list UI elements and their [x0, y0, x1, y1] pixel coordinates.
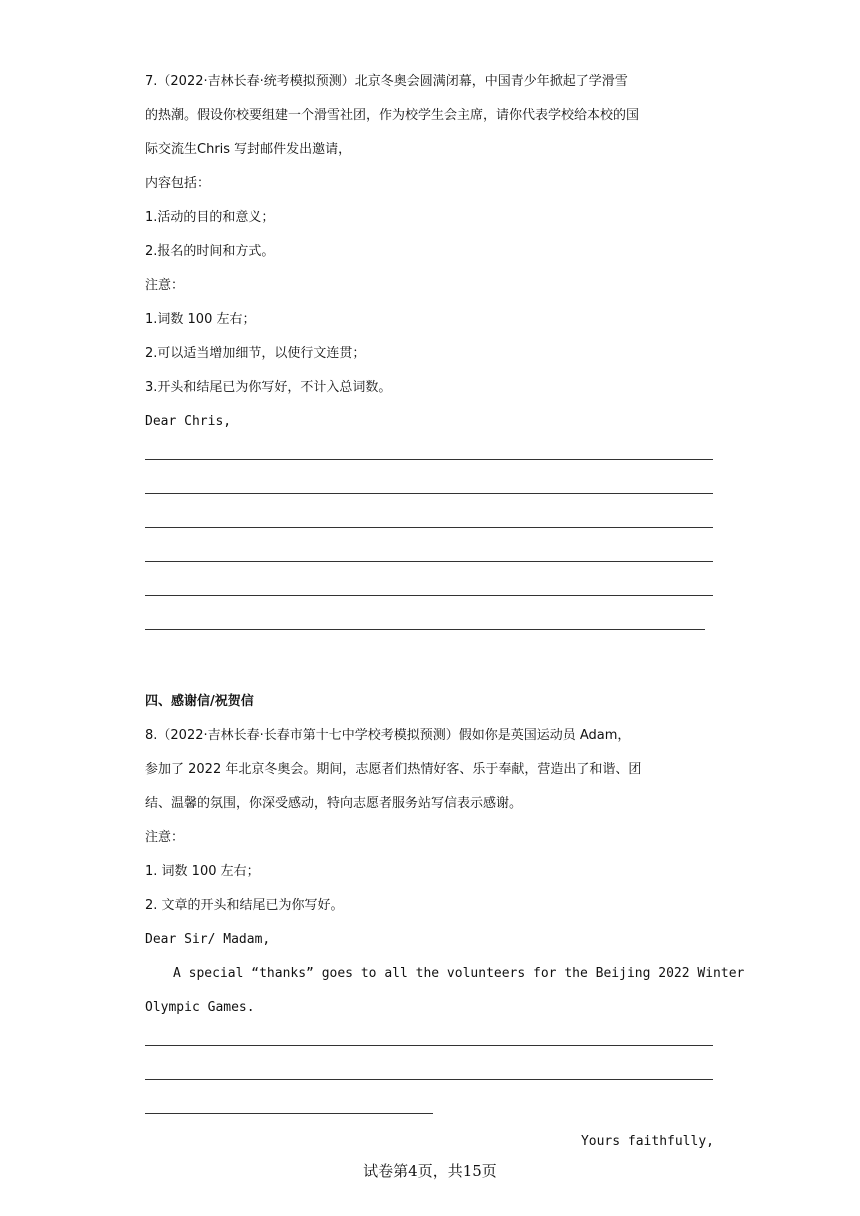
q7-prompt-line-2: 的热潮。假设你校要组建一个滑雪社团，作为校学生会主席，请你代表学校给本校的国 [145, 108, 640, 123]
q7-salutation: Dear Chris, [145, 414, 232, 429]
q8-answer-line[interactable] [145, 1113, 433, 1114]
q8-answer-line[interactable] [145, 1045, 713, 1046]
q8-note-1: 1. 词数 100 左右； [145, 864, 260, 879]
q8-prompt-line-2: 参加了 2022 年北京冬奥会。期间，志愿者们热情好客、乐于奉献，营造出了和谐、团 [145, 762, 642, 777]
q7-note-3: 3.开头和结尾已为你写好，不计入总词数。 [145, 380, 392, 395]
page-footer: 试卷第4页，共15页 [363, 1162, 497, 1180]
q7-prompt-line-1: 7.（2022·吉林长春·统考模拟预测）北京冬奥会圆满闭幕，中国青少年掀起了学滑雪 [145, 74, 628, 89]
q8-notes-label: 注意： [145, 830, 185, 845]
q7-answer-line[interactable] [145, 459, 713, 460]
q7-note-1: 1.词数 100 左右； [145, 312, 256, 327]
q7-prompt-line-3: 际交流生Chris 写封邮件发出邀请， [145, 142, 352, 157]
q7-content-item-2: 2.报名的时间和方式。 [145, 244, 275, 259]
q7-answer-line[interactable] [145, 595, 713, 596]
q8-prompt-line-1: 8.（2022·吉林长春·长春市第十七中学校考模拟预测）假如你是英国运动员 Adam， [145, 728, 631, 743]
q7-answer-line[interactable] [145, 493, 713, 494]
q8-opening-line-2: Olympic Games. [145, 1000, 255, 1015]
q7-content-label: 内容包括： [145, 176, 211, 191]
q8-salutation: Dear Sir/ Madam, [145, 932, 271, 947]
q7-answer-line[interactable] [145, 629, 705, 630]
q7-notes-label: 注意： [145, 278, 185, 293]
q8-prompt-line-3: 结、温馨的氛围，你深受感动，特向志愿者服务站写信表示感谢。 [145, 796, 523, 811]
q7-answer-line[interactable] [145, 527, 713, 528]
q8-note-2: 2. 文章的开头和结尾已为你写好。 [145, 898, 344, 913]
q8-opening-line-1: A special “thanks” goes to all the volunteers for the Beijing 2022 Winter [173, 966, 745, 981]
q7-content-item-1: 1.活动的目的和意义； [145, 210, 275, 225]
section-heading: 四、感谢信/祝贺信 [145, 694, 254, 709]
q8-answer-line[interactable] [145, 1079, 713, 1080]
q8-closing: Yours faithfully, [580, 1134, 714, 1149]
q7-answer-line[interactable] [145, 561, 713, 562]
q7-note-2: 2.可以适当增加细节，以使行文连贯； [145, 346, 366, 361]
